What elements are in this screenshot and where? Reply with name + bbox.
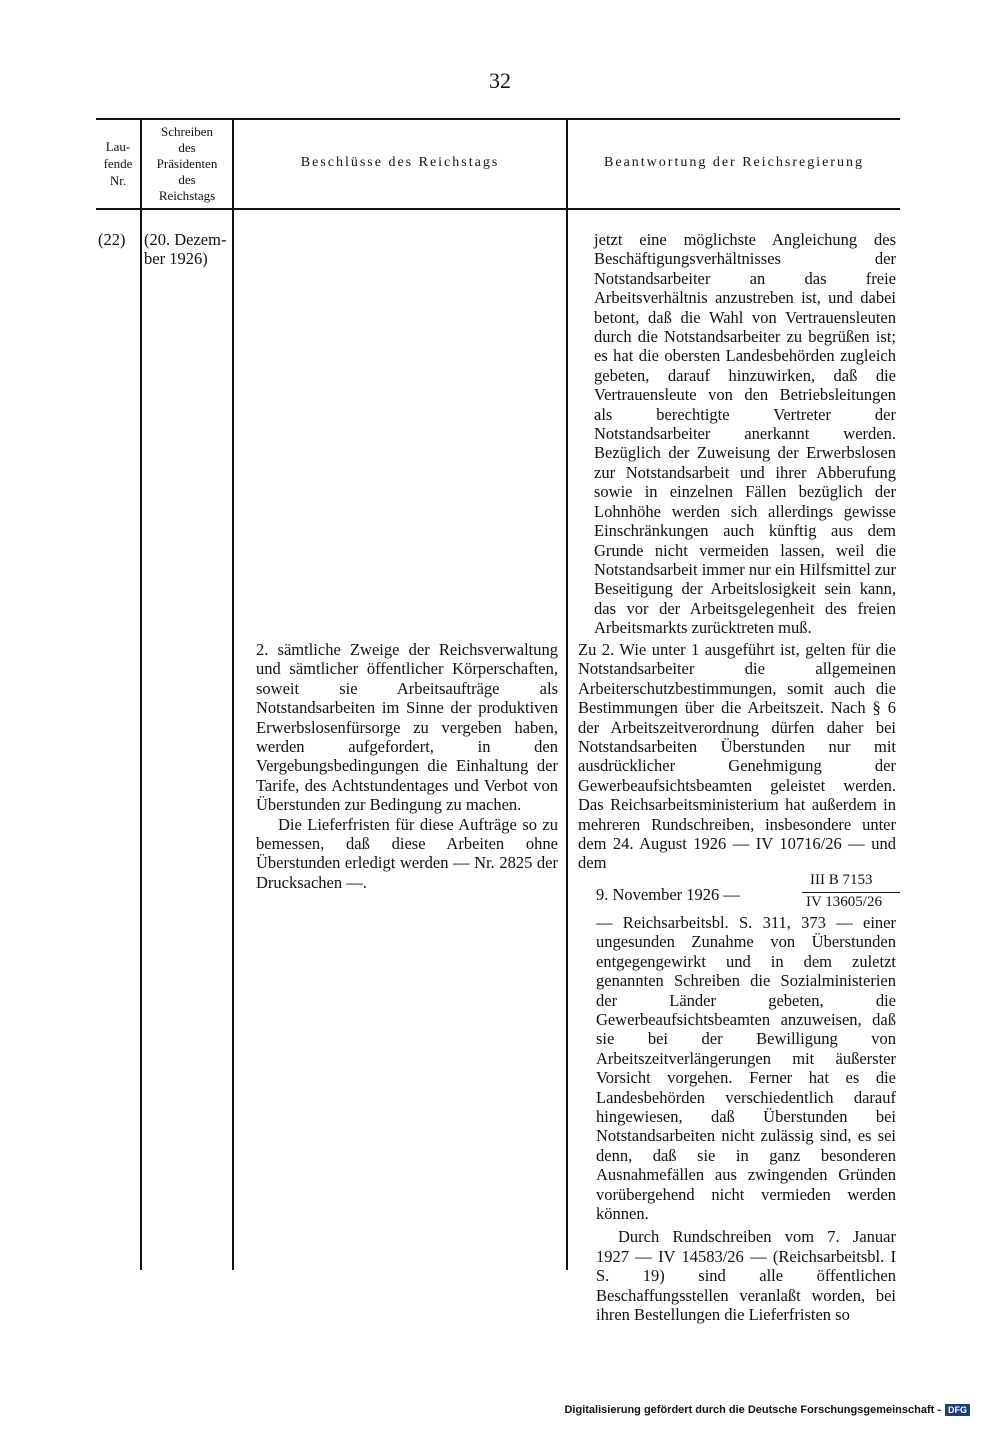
dfg-logo-icon: DFG <box>945 1404 970 1416</box>
header-resolutions: Beschlüsse des Reichstags <box>300 155 500 170</box>
answer-reference-top: III B 7153 <box>810 871 873 888</box>
answer-paragraph-1: jetzt eine möglichste Angleichung des Beschäftigungsverhältnisses der Notstandsarbeiter an das freie Arbeitsverhältnis anzustreben ist, und dabei betont, daß die Wahl von Vertrauensleuten durch die Notstandsarbeiter zu begrüßen ist; es hat die obersten Landesbehörden zugleich gebeten, darauf hinzuwirken, daß die Vertrauensleute von den Betriebsleitungen als berechtigte Vertreter der Notstandsarbeiter anerkannt werden. Bezüglich der Zuweisung der Erwerbslosen zur Notstandsarbeit und ihrer Abberufung sowie in einzelnen Fällen bezüglich der Lohnhöhe werden sich allerdings gewisse Einschränkungen auch künftig aus dem Grunde nicht vermeiden lassen, weil die Notstandsarbeit immer nur ein Hilfsmittel zur Beseitigung der Arbeitslosigkeit sein kann, das vor der Arbeitsgelegenheit des freien Arbeitsmarkts zurücktreten muß. <box>594 230 896 638</box>
answer-reference-block <box>596 873 896 913</box>
column-divider-2 <box>232 120 234 1270</box>
column-divider-1 <box>140 120 142 1270</box>
answer-reference-bottom: IV 13605/26 <box>806 893 882 910</box>
header-government-answer: Beantwortung der Reichsregierung <box>604 155 864 170</box>
row-letter-date: (20. Dezem- ber 1926) <box>144 230 227 269</box>
resolution-paragraph-deadlines: Die Lieferfristen für diese Aufträge so zu bemessen, daß diese Arbeiten ohne Überstunden erledigt werden — Nr. 2825 der Drucksachen —. <box>256 814 558 892</box>
footer-credit <box>564 1404 970 1416</box>
header-bottom-rule <box>96 208 900 210</box>
answer-text-2 <box>578 640 896 1324</box>
header-running-number: Lau- fende Nr. <box>103 139 133 188</box>
answer-paragraph-2: Zu 2. Wie unter 1 ausgeführt ist, gelten für die Notstandsarbeiter die allgemeinen Arbeiterschutzbestimmungen, somit auch die Bestimmungen über die Arbeitszeit. Nach § 6 der Arbeitszeitverordnung dürfen daher bei Notstandsarbeiten Überstunden nur mit ausdrücklicher Genehmigung der Gewerbeaufsichtsbeamten geleistet werden. Das Reichsarbeitsministerium hat außerdem in mehreren Rundschreiben, insbesondere unter dem 24. August 1926 — IV 10716/26 — und dem <box>578 640 896 873</box>
row-number: (22) <box>98 230 126 249</box>
resolution-text <box>256 640 558 892</box>
answer-reference-date: 9. November 1926 — <box>596 884 740 904</box>
page-number: 32 <box>489 68 511 93</box>
answer-text <box>594 230 896 638</box>
footer-credit-text: Digitalisierung gefördert durch die Deutsche Forschungsgemeinschaft - <box>564 1404 941 1416</box>
header-letter-president: Schreiben des Präsidenten des Reichstags <box>156 124 218 203</box>
resolution-paragraph-2: 2. sämtliche Zweige der Reichsverwaltung und sämtlicher öffentlicher Körperschaften, soweit sie Arbeitsaufträge als Notstandsarbeiten im Sinne der produktiven Erwerbslosenfürsorge zu vergeben haben, werden aufgefordert, in den Vergebungsbedingungen die Einhaltung der Tarife, des Achtstundentages und Verbot von Überstunden zur Bedingung zu machen. <box>256 640 558 815</box>
answer-paragraph-4: Durch Rundschreiben vom 7. Januar 1927 — IV 14583/26 — (Reichsarbeitsbl. I S. 19) sind alle öffentlichen Beschaffungsstellen veranlaßt worden, bei ihren Bestellungen die Lieferfristen so <box>596 1227 896 1324</box>
column-divider-3 <box>566 120 568 1270</box>
answer-paragraph-3: — Reichsarbeitsbl. S. 311, 373 — einer ungesunden Zunahme von Überstunden entgegengewirkt und in dem zuletzt genannten Schreiben die Sozialministerien der Länder gebeten, die Gewerbeaufsichtsbeamten anzuweisen, daß sie bei der Bewilligung von Arbeitszeitverlängerungen mit äußerster Vorsicht vorgehen. Ferner hat es die Landesbehörden verschiedentlich darauf hingewiesen, daß Überstunden bei Notstandsarbeiten nicht zulässig sind, es sei denn, daß sie in ganz besonderen Ausnahmefällen aus zwingenden Gründen vorübergehend nicht vermieden werden können. <box>596 912 896 1223</box>
table-top-rule <box>96 118 900 120</box>
